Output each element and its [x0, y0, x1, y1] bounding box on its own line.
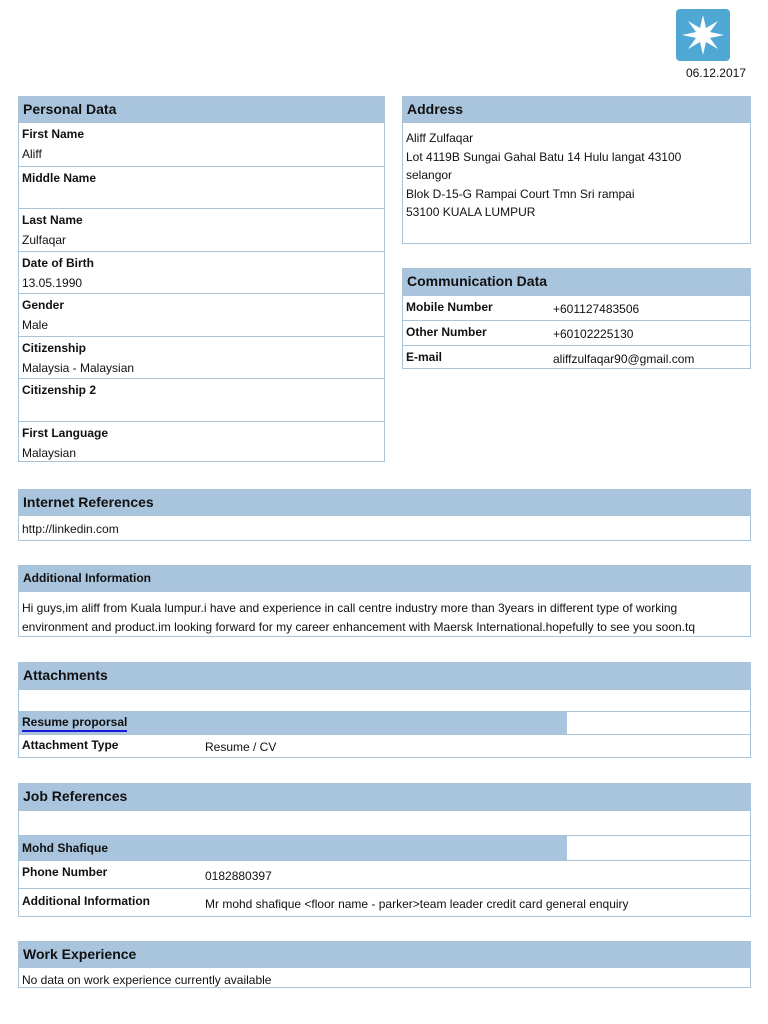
- additional-text-line: environment and product.im looking forward for my career enhancement with Maersk International.hopefully to see you soon.tq: [22, 620, 696, 634]
- work-experience-section: [18, 941, 751, 988]
- reference-phone-row: [19, 860, 750, 888]
- personal-field: [19, 208, 384, 251]
- personal-data-title: Personal Data: [19, 97, 384, 123]
- personal-field-value: Malaysia - Malaysian: [22, 360, 135, 375]
- job-references-section: [18, 783, 751, 917]
- personal-field: [19, 251, 384, 294]
- reference-name-row: [19, 835, 750, 860]
- personal-field-label: Citizenship: [22, 340, 87, 355]
- personal-field-label: Last Name: [22, 213, 83, 227]
- attachment-type-row: [19, 734, 750, 758]
- comm-label: Other Number: [406, 325, 487, 339]
- personal-field: [19, 378, 384, 421]
- attachment-link[interactable]: Resume proporsal: [22, 715, 127, 732]
- reference-info-value: Mr mohd shafique <floor name - parker>team leader credit card general enquiry: [205, 897, 629, 911]
- internet-reference-link[interactable]: http://linkedin.com: [22, 522, 119, 536]
- comm-label: Mobile Number: [406, 300, 493, 314]
- work-experience-title: Work Experience: [19, 942, 750, 968]
- job-references-title: Job References: [19, 784, 750, 810]
- company-logo: [676, 9, 730, 61]
- comm-row-other: [403, 320, 750, 345]
- attachments-title: Attachments: [19, 663, 750, 689]
- internet-references-section: [18, 489, 751, 541]
- communication-section: [402, 268, 751, 369]
- personal-field-value: Male: [22, 318, 49, 332]
- personal-field: [19, 123, 384, 166]
- personal-field-label: Gender: [22, 298, 65, 312]
- personal-data-section: [18, 96, 385, 462]
- personal-field: [19, 166, 384, 209]
- reference-info-label: Additional Information: [22, 894, 150, 908]
- comm-row-email: [403, 345, 750, 369]
- communication-title: Communication Data: [403, 269, 750, 295]
- comm-row-mobile: [403, 295, 750, 320]
- address-line: Aliff Zulfaqar: [406, 131, 474, 145]
- additional-information-title: Additional Information: [19, 566, 750, 592]
- address-line: selangor: [406, 168, 453, 182]
- personal-field: [19, 421, 384, 464]
- comm-value: +60102225130: [553, 327, 634, 341]
- attachments-section: [18, 662, 751, 758]
- comm-label: E-mail: [406, 350, 443, 364]
- attachments-spacer: [19, 689, 750, 711]
- reference-phone-label: Phone Number: [22, 865, 108, 879]
- attachment-type-value: Resume / CV: [205, 740, 277, 754]
- reference-phone-value: 0182880397: [205, 869, 272, 883]
- personal-data-fields: [19, 123, 384, 463]
- personal-field-label: Middle Name: [22, 170, 97, 185]
- personal-field-value: Zulfaqar: [22, 233, 67, 247]
- address-line: 53100 KUALA LUMPUR: [406, 205, 536, 219]
- work-experience-text: No data on work experience currently available: [22, 973, 272, 987]
- attachment-name-row: [19, 711, 750, 734]
- additional-information-text: [19, 592, 750, 637]
- address-line: Lot 4119B Sungai Gahal Batu 14 Hulu langat 43100: [406, 149, 682, 164]
- personal-field: [19, 336, 384, 379]
- address-line: Blok D-15-G Rampai Court Tmn Sri rampai: [406, 186, 635, 201]
- job-references-spacer: [19, 810, 750, 835]
- personal-field-value: Malaysian: [22, 445, 77, 460]
- reference-info-row: [19, 888, 750, 917]
- additional-text-line: Hi guys,im aliff from Kuala lumpur.i have and experience in call centre industry more than 3years in different type of working: [22, 601, 678, 615]
- personal-field-label: First Language: [22, 425, 109, 440]
- internet-references-title: Internet References: [19, 490, 750, 516]
- address-title: Address: [403, 97, 750, 123]
- personal-field: [19, 293, 384, 336]
- personal-field-value: 13.05.1990: [22, 275, 83, 290]
- email-link[interactable]: aliffzulfaqar90@gmail.com: [553, 352, 695, 366]
- star-logo-icon: [676, 9, 730, 61]
- address-lines: [403, 123, 750, 222]
- personal-field-label: Citizenship 2: [22, 383, 97, 397]
- personal-field-label: First Name: [22, 127, 85, 141]
- personal-field-value: Aliff: [22, 147, 42, 161]
- attachment-type-label: Attachment Type: [22, 738, 119, 752]
- reference-name: Mohd Shafique: [22, 841, 108, 855]
- comm-value: +601127483506: [553, 302, 640, 316]
- document-date: 06.12.2017: [685, 66, 746, 80]
- address-section: [402, 96, 751, 244]
- personal-field-label: Date of Birth: [22, 255, 94, 270]
- additional-information-section: [18, 565, 751, 637]
